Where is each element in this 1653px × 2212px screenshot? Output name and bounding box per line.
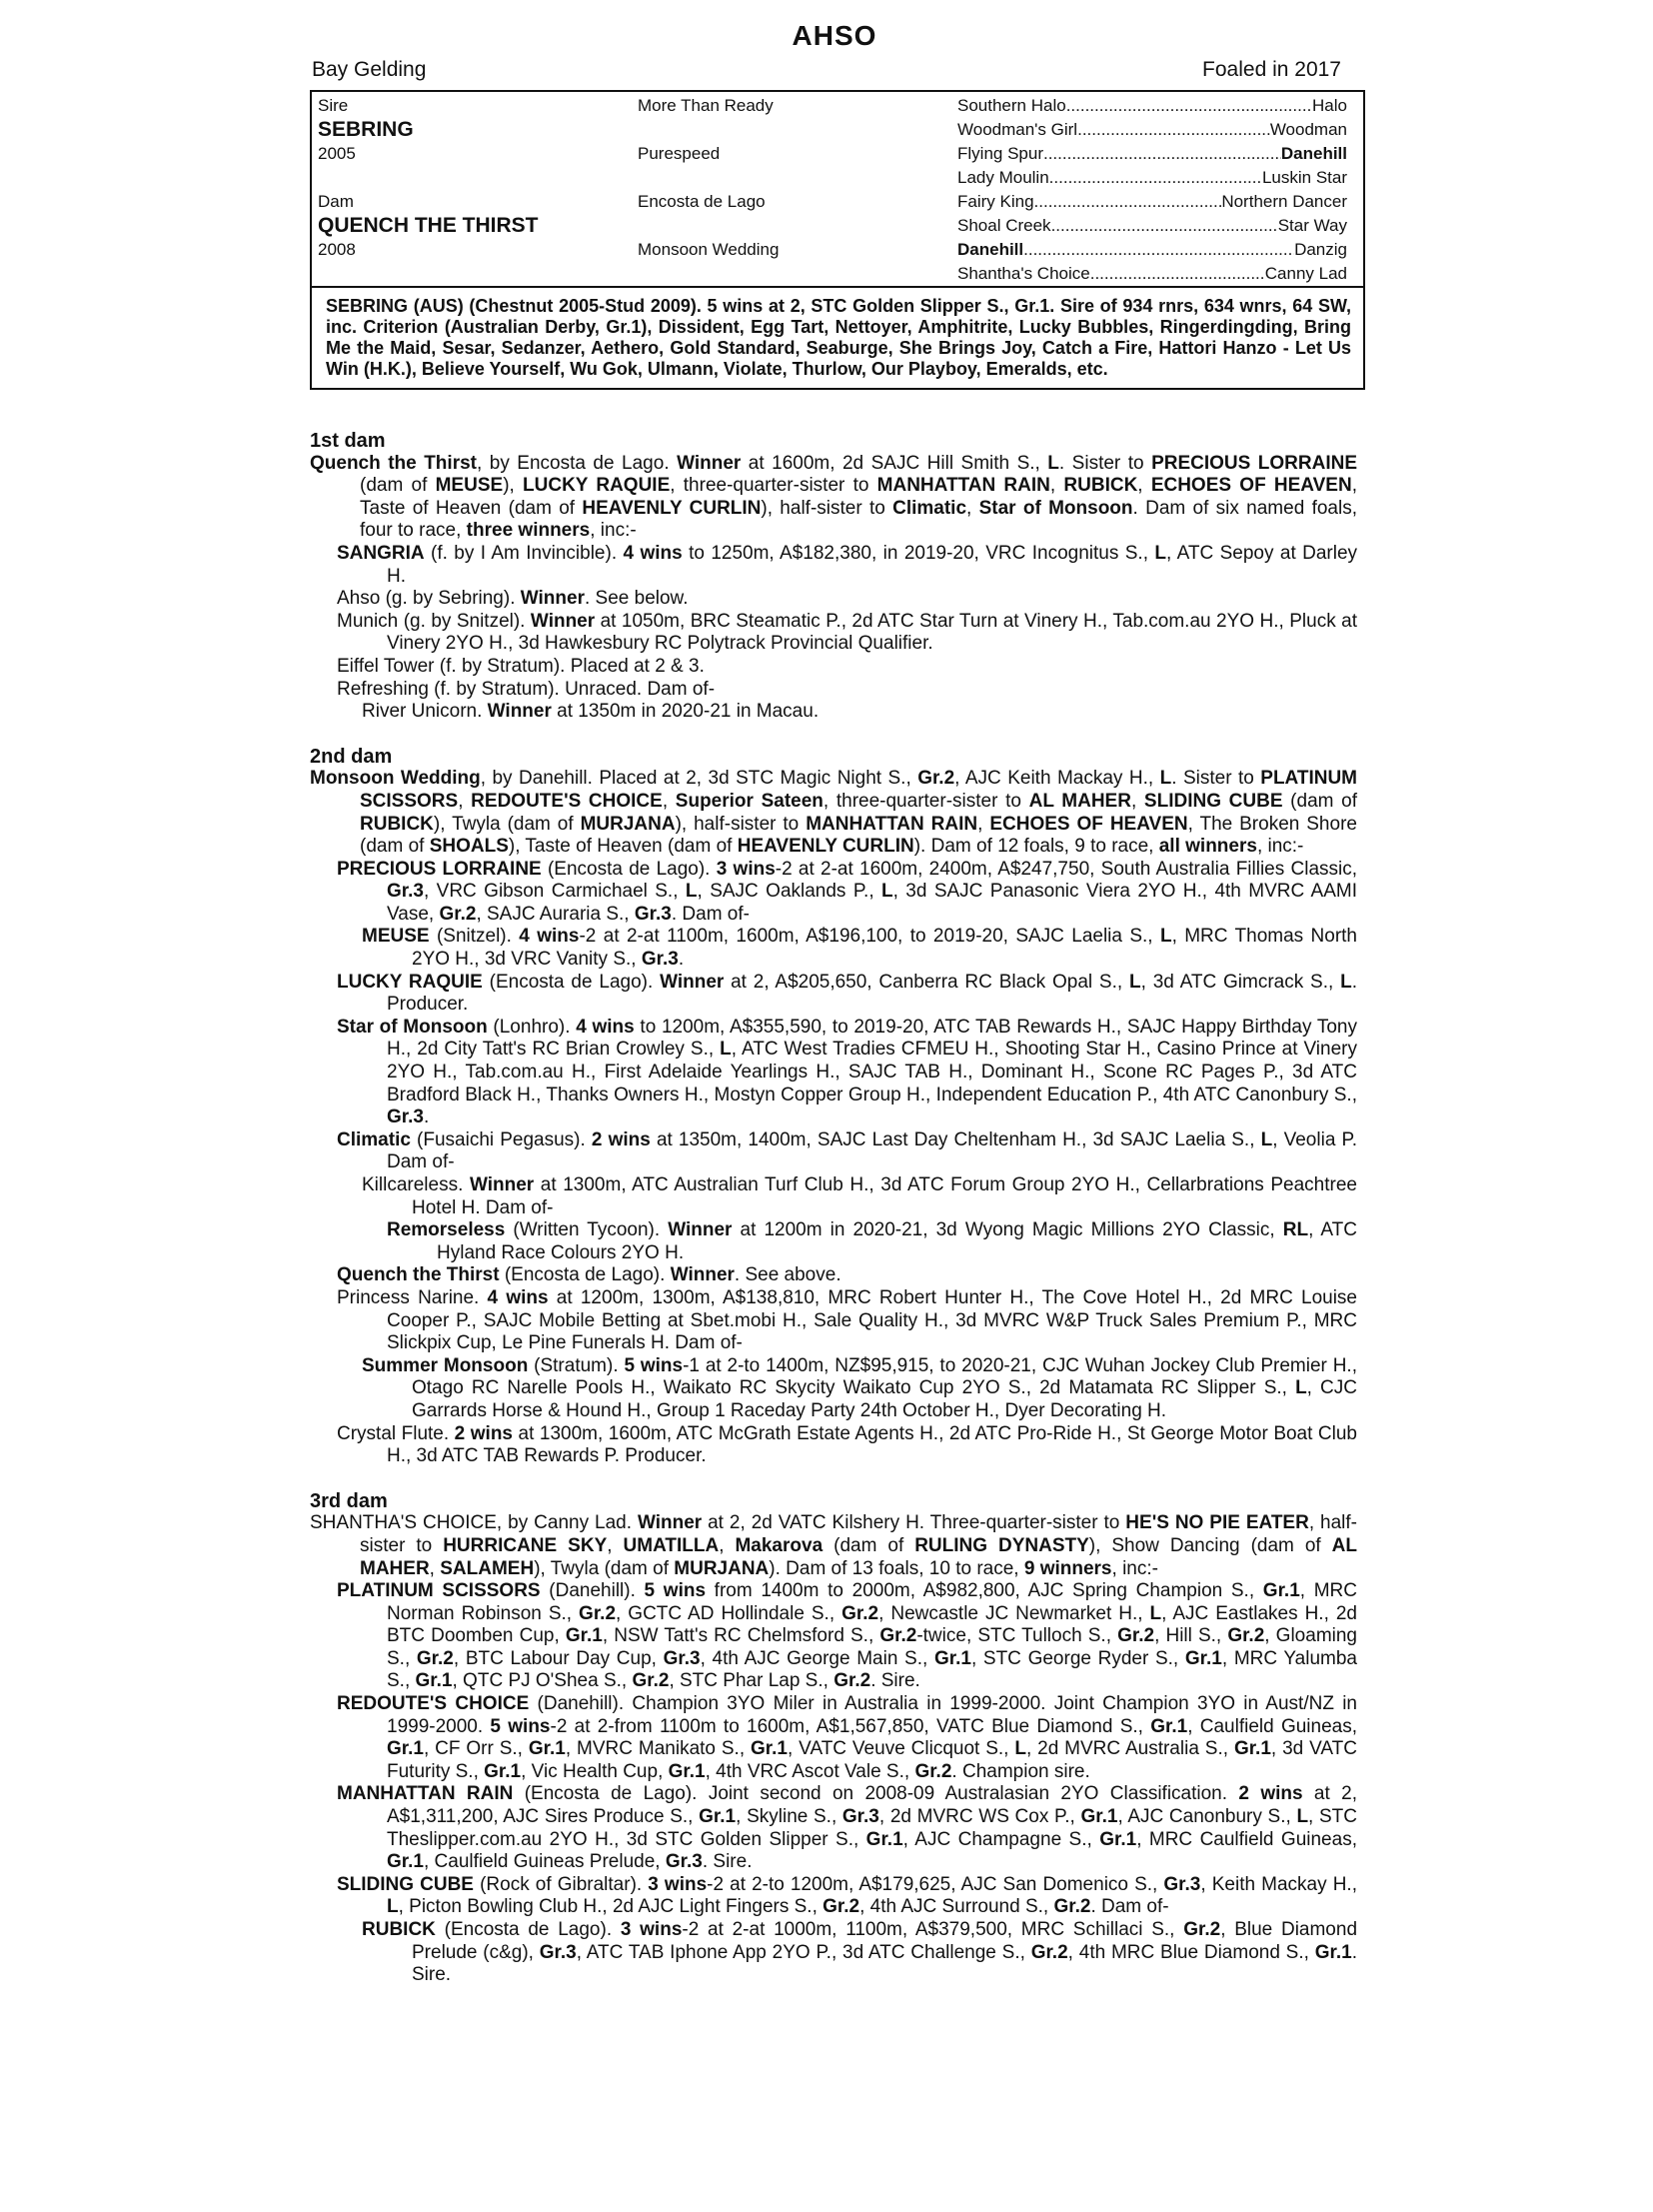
progeny-entry: RUBICK (Encosta de Lago). 3 wins-2 at 2-at 1000m, 1100m, A$379,500, MRC Schillaci S., Gr.2, Blue Diamond Prelude (c&g), Gr.3, ATC TAB Iphone App 2YO P., 3d ATC Challenge S., Gr.2, 4th MRC Blue Diamond S., Gr.1. Sire. [362, 1919, 1358, 1986]
progeny-entry: PRECIOUS LORRAINE (Encosta de Lago). 3 wins-2 at 2-at 1600m, 2400m, A$247,750, South Australia Fillies Classic, Gr.3, VRC Gibson Carmichael S., L, SAJC Oaklands P., L, 3d SAJC Panasonic Viera 2YO H., 4th MVRC AAMI Vase, Gr.2, SAJC Auraria S., Gr.3. Dam of- [337, 858, 1358, 925]
second-dam-heading: 2nd dam [310, 745, 393, 768]
color-sex: Bay Gelding [312, 58, 427, 81]
gen3-row: Lady Moulin ..... Luskin Star [957, 168, 1347, 188]
progeny-entry: Quench the Thirst (Encosta de Lago). Winner. See above. [337, 1264, 841, 1286]
sire-dam: Purespeed [638, 144, 721, 163]
progeny-entry: REDOUTE'S CHOICE (Danehill). Champion 3YO Miler in Australia in 1999-2000. Joint Champion 3YO in Aust/NZ in 1999-2000. 5 wins-2 at 2-from 1100m to 1600m, A$1,567,850, VATC Blue Diamond S., Gr.1, Caulfield Guineas, Gr.1, CF Orr S., Gr.1, MVRC Manikato S., Gr.1, VATC Veuve Clicquot S., L, 2d MVRC Australia S., Gr.1, 3d VATC Futurity S., Gr.1, Vic Health Cup, Gr.1, 4th VRC Ascot Vale S., Gr.2. Champion sire. [337, 1693, 1357, 1782]
dam-entry: Quench the Thirst, by Encosta de Lago. Winner at 1600m, 2d SAJC Hill Smith S., L. Sister to PRECIOUS LORRAINE (dam of MEUSE), LUCKY RAQUIE, three-quarter-sister to MANHATTAN RAIN, RUBICK, ECHOES OF HEAVEN, Taste of Heaven (dam of HEAVENLY CURLIN), half-sister to Climatic, Star of Monsoon. Dam of six named foals, four to race, three winners, inc:- [310, 452, 1358, 542]
gen3-row: Southern Halo ..... Halo [957, 96, 1347, 116]
pedigree-page [310, 20, 1359, 1987]
progeny-entry: Ahso (g. by Sebring). Winner. See below. [337, 588, 689, 610]
dam-name: QUENCH THE THIRST [318, 214, 539, 237]
sire-year: 2005 [318, 144, 356, 163]
dam-sire: Encosta de Lago [638, 192, 766, 211]
gen3-row: Woodman's Girl ..... Woodman [957, 120, 1347, 140]
progeny-entry: LUCKY RAQUIE (Encosta de Lago). Winner at 2, A$205,650, Canberra RC Black Opal S., L, 3d ATC Gimcrack S., L. Producer. [337, 971, 1357, 1016]
sire-summary: SEBRING (AUS) (Chestnut 2005-Stud 2009). 5 wins at 2, STC Golden Slipper S., Gr.1. Sire of 934 rnrs, 634 wnrs, 64 SW, inc. Criterion (Australian Derby, Gr.1), Dissident, Egg Tart, Nettoyer, Amphitrite, Lucky Bubbles, Ringerdingding, Bring Me the Maid, Sesar, Sedanzer, Aethero, Gold Standard, Seaburge, She Brings Joy, Catch a Fire, Hattori Hanzo - Let Us Win (H.K.), Believe Yourself, Wu Gok, Ulmann, Violate, Thurlow, Our Playboy, Emeralds, etc. [310, 288, 1365, 390]
progeny-entry: SANGRIA (f. by I Am Invincible). 4 wins to 1250m, A$182,380, in 2019-20, VRC Incognitus S., L, ATC Sepoy at Darley H. [337, 542, 1358, 587]
dam-entry: SHANTHA'S CHOICE, by Canny Lad. Winner at 2, 2d VATC Kilshery H. Three-quarter-sister to HE'S NO PIE EATER, half-sister to HURRICANE SKY, UMATILLA, Makarova (dam of RULING DYNASTY), Show Dancing (dam of AL MAHER, SALAMEH), Twyla (dam of MURJANA). Dam of 13 foals, 10 to race, 9 winners, inc:- [310, 1512, 1358, 1579]
dam-year: 2008 [318, 240, 356, 259]
progeny-entry: Star of Monsoon (Lonhro). 4 wins to 1200m, A$355,590, to 2019-20, ATC TAB Rewards H., SAJC Happy Birthday Tony H., 2d City Tatt's RC Brian Crowley S., L, ATC West Tradies CFMEU H., Shooting Star H., Casino Prince at Vinery 2YO H., Tab.com.au H., First Adelaide Yearlings H., SAJC TAB H., Dominant H., Scone RC Pages P., 3d ATC Bradford Black H., Thanks Owners H., Mostyn Copper Group H., Independent Education P., 4th ATC Canonbury S., Gr.3. [337, 1016, 1357, 1128]
subheader [310, 58, 1359, 82]
progeny-entry: Climatic (Fusaichi Pegasus). 2 wins at 1350m, 1400m, SAJC Last Day Cheltenham H., 3d SAJC Laelia S., L, Veolia P. Dam of- [337, 1128, 1358, 1173]
dam-label: Dam [318, 192, 354, 211]
gen3-row: Shoal Creek ..... Star Way [957, 216, 1347, 236]
progeny-entry: Princess Narine. 4 wins at 1200m, 1300m, A$138,810, MRC Robert Hunter H., The Cove Hotel H., 2d MRC Louise Cooper P., SAJC Mobile Betting at Sbet.mobi H., Sale Quality H., 3d MVRC W&P Truck Sales Premium P., MRC Slickpix Cup, Le Pine Funerals H. Dam of- [337, 1286, 1357, 1354]
progeny-entry: Crystal Flute. 2 wins at 1300m, 1600m, ATC McGrath Estate Agents H., 2d ATC Pro-Ride H., St George Motor Boat Club H., 3d ATC TAB Rewards P. Producer. [337, 1422, 1357, 1467]
horse-name: AHSO [792, 20, 877, 51]
progeny-entry: MEUSE (Snitzel). 4 wins-2 at 2-at 1100m, 1600m, A$196,100, to 2019-20, SAJC Laelia S., L, MRC Thomas North 2YO H., 3d VRC Vanity S., Gr.3. [362, 926, 1357, 971]
dam-entry: Monsoon Wedding, by Danehill. Placed at 2, 3d STC Magic Night S., Gr.2, AJC Keith Mackay H., L. Sister to PLATINUM SCISSORS, REDOUTE'S CHOICE, Superior Sateen, three-quarter-sister to AL MAHER, SLIDING CUBE (dam of RUBICK), Twyla (dam of MURJANA), half-sister to MANHATTAN RAIN, ECHOES OF HEAVEN, The Broken Shore (dam of SHOALS), Taste of Heaven (dam of HEAVENLY CURLIN). Dam of 12 foals, 9 to race, all winners, inc:- [310, 768, 1358, 858]
progeny-entry: SLIDING CUBE (Rock of Gibraltar). 3 wins-2 at 2-to 1200m, A$179,625, AJC San Domenico S., Gr.3, Keith Mackay H., L, Picton Bowling Club H., 2d AJC Light Fingers S., Gr.2, 4th AJC Surround S., Gr.2. Dam of- [337, 1873, 1357, 1918]
progeny-entry: Eiffel Tower (f. by Stratum). Placed at 2 & 3. [337, 655, 705, 677]
progeny-entry: Remorseless (Written Tycoon). Winner at 1200m in 2020-21, 3d Wyong Magic Millions 2YO Classic, RL, ATC Hyland Race Colours 2YO H. [387, 1219, 1357, 1263]
dam-dam: Monsoon Wedding [638, 240, 780, 259]
sire-label: Sire [318, 96, 349, 115]
progeny-entry: Summer Monsoon (Stratum). 5 wins-1 at 2-to 1400m, NZ$95,915, to 2020-21, CJC Wuhan Jockey Club Premier H., Otago RC Narelle Pools H., Waikato RC Skycity Waikato Cup 2YO S., 2d Matamata RC Slipper S., L, CJC Garrards Horse & Hound H., Group 1 Raceday Party 24th October H., Dyer Decorating H. [362, 1354, 1358, 1421]
family-notes [310, 430, 1357, 1987]
progeny-entry: Munich (g. by Snitzel). Winner at 1050m, BRC Steamatic P., 2d ATC Star Turn at Vinery H., Tab.com.au 2YO H., Pluck at Vinery 2YO H., 3d Hawkesbury RC Polytrack Provincial Qualifier. [337, 610, 1357, 655]
third-dam-heading: 3rd dam [310, 1489, 388, 1512]
sire-name: SEBRING [318, 118, 414, 141]
gen3-row: Shantha's Choice ..... Canny Lad [957, 264, 1347, 284]
gen3-row: Danehill ..... Danzig [957, 240, 1347, 260]
progeny-entry: MANHATTAN RAIN (Encosta de Lago). Joint second on 2008-09 Australasian 2YO Classification. 2 wins at 2, A$1,311,200, AJC Sires Produce S., Gr.1, Skyline S., Gr.3, 2d MVRC WS Cox P., Gr.1, AJC Canonbury S., L, STC Theslipper.com.au 2YO H., 3d STC Golden Slipper S., Gr.1, AJC Champagne S., Gr.1, MRC Caulfield Guineas, Gr.1, Caulfield Guineas Prelude, Gr.3. Sire. [337, 1783, 1357, 1873]
progeny-entry: River Unicorn. Winner at 1350m in 2020-21 in Macau. [362, 701, 820, 723]
progeny-entry: Killcareless. Winner at 1300m, ATC Australian Turf Club H., 3d ATC Forum Group 2YO H., Cellarbrations Peachtree Hotel H. Dam of- [362, 1174, 1357, 1218]
pedigree-table [310, 90, 1365, 288]
gen3-row: Flying Spur ..... Danehill [957, 144, 1347, 164]
foaled-year: Foaled in 2017 [1202, 58, 1341, 81]
progeny-entry: PLATINUM SCISSORS (Danehill). 5 wins from 1400m to 2000m, A$982,800, AJC Spring Champion S., Gr.1, MRC Norman Robinson S., Gr.2, GCTC AD Hollindale S., Gr.2, Newcastle JC Newmarket H., L, AJC Eastlakes H., 2d BTC Doomben Cup, Gr.1, NSW Tatt's RC Chelmsford S., Gr.2-twice, STC Tulloch S., Gr.2, Hill S., Gr.2, Gloaming S., Gr.2, BTC Labour Day Cup, Gr.3, 4th AJC George Main S., Gr.1, STC George Ryder S., Gr.1, MRC Yalumba S., Gr.1, QTC PJ O'Shea S., Gr.2, STC Phar Lap S., Gr.2. Sire. [337, 1580, 1358, 1692]
gen3-row: Fairy King ..... Northern Dancer [957, 192, 1347, 212]
first-dam-heading: 1st dam [310, 430, 386, 452]
sire-sire: More Than Ready [638, 96, 774, 115]
progeny-entry: Refreshing (f. by Stratum). Unraced. Dam of- [337, 678, 716, 700]
